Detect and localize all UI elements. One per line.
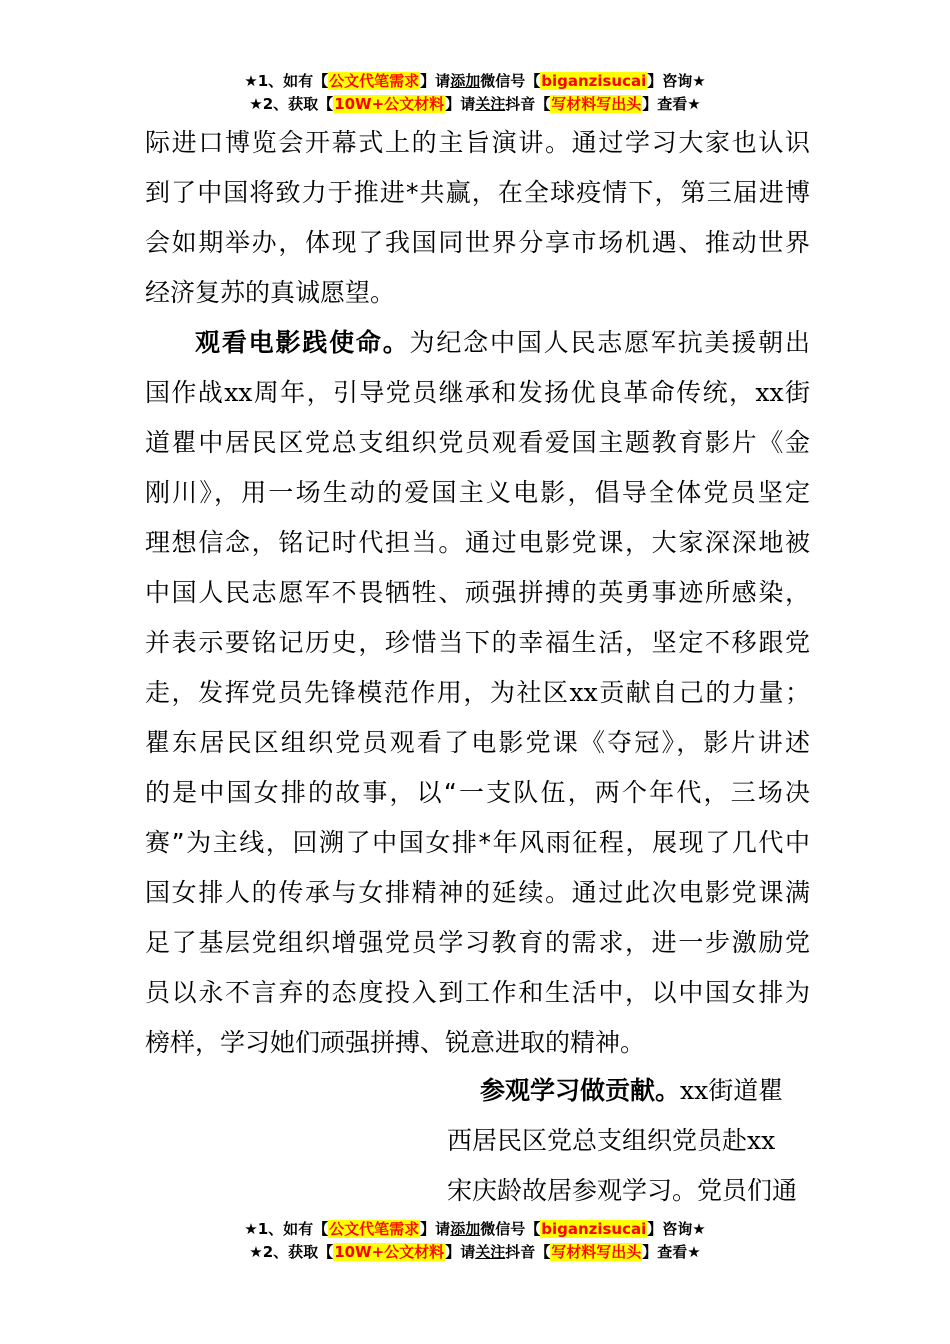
banner-text: 抖音【 [505, 95, 551, 113]
text-line: 中国人民志愿军不畏牺牲、顽强拼搏的英勇事迹所感染， [145, 578, 810, 607]
paragraph-visit-study [447, 1066, 807, 1216]
text-run: 周年，引导党员继承和发扬优良革命传统， [252, 378, 756, 407]
text-line [145, 668, 810, 718]
text-line: 道瞿中居民区党总支组织党员观看爱国主题教育影片《金 [145, 428, 810, 457]
text-run: 街道瞿 [708, 1076, 784, 1105]
text-run: 国作战 [145, 378, 225, 407]
banner-text: 】请 [420, 72, 451, 90]
text-line: 经济复苏的真诚愿望。 [145, 278, 396, 307]
text-run: 贡献自己的力量； [597, 678, 810, 707]
text-line: 的是中国女排的故事，以“一支队伍，两个年代，三场决 [145, 778, 810, 807]
banner-text: 】查看★ [642, 95, 701, 113]
text-line: 并表示要铭记历史，珍惜当下的幸福生活，坚定不移跟党 [145, 628, 810, 657]
placeholder-xx: xx [680, 1076, 709, 1105]
text-line: 足了基层党组织增强党员学习教育的需求，进一步激励党 [145, 928, 810, 957]
banner-underline: 添加 [450, 72, 481, 90]
banner-highlight: 公文代笔需求 [329, 72, 420, 90]
banner-text: 微信号【 [480, 1220, 541, 1238]
text-line: 赛”为主线，回溯了中国女排*年风雨征程，展现了几代中 [145, 828, 810, 857]
text-line: 际进口博览会开幕式上的主旨演讲。通过学习大家也认识 [145, 128, 810, 157]
placeholder-xx: xx [747, 1126, 776, 1155]
text-run: 街 [783, 378, 810, 407]
banner-highlight: 公文代笔需求 [329, 1220, 420, 1238]
text-line: 榜样，学习她们顽强拼搏、锐意进取的精神。 [145, 1028, 646, 1057]
banner-text: 】咨询★ [647, 1220, 706, 1238]
banner-highlight: 10W+公文材料 [334, 95, 445, 113]
text-line: 会如期举办，体现了我国同世界分享市场机遇、推动世界 [145, 228, 810, 257]
text-line: 宋庆龄故居参观学习。党员们通 [447, 1176, 798, 1205]
banner-text: 】请 [445, 1243, 476, 1261]
text-line: 国女排人的传承与女排精神的延续。通过此次电影党课满 [145, 878, 810, 907]
banner-text: ★2、获取【 [249, 95, 334, 113]
top-banner-line-2 [0, 93, 950, 116]
placeholder-xx: xx [755, 378, 784, 407]
section-heading: 参观学习做贡献。 [480, 1076, 681, 1105]
text-line [447, 1116, 807, 1166]
bottom-banner-line-1 [0, 1218, 950, 1241]
banner-underline: 关注 [475, 95, 506, 113]
banner-highlight: 10W+公文材料 [334, 1243, 445, 1261]
banner-text: 】咨询★ [647, 72, 706, 90]
text-line [447, 1066, 807, 1116]
bottom-banner-line-2 [0, 1241, 950, 1264]
text-run: 走，发挥党员先锋模范作用，为社区 [145, 678, 570, 707]
paragraph-expo-speech [145, 118, 810, 318]
banner-text: ★1、如有【 [244, 1220, 329, 1238]
banner-underline: 添加 [450, 1220, 481, 1238]
text-run: 为纪念中国人民志愿军抗美援朝出 [409, 328, 810, 357]
top-banner-line-1 [0, 70, 950, 93]
text-line: 员以永不言弃的态度投入到工作和生活中，以中国女排为 [145, 978, 810, 1007]
text-line [145, 368, 810, 418]
text-line: 理想信念，铭记时代担当。通过电影党课，大家深深地被 [145, 528, 810, 557]
banner-douyin-name: 写材料写出头 [551, 95, 642, 113]
banner-text: ★1、如有【 [244, 72, 329, 90]
section-heading: 观看电影践使命。 [195, 328, 410, 357]
banner-douyin-name: 写材料写出头 [551, 1243, 642, 1261]
placeholder-xx: xx [224, 378, 253, 407]
banner-wechat-id: biganzisucai [541, 72, 647, 90]
banner-text: ★2、获取【 [249, 1243, 334, 1261]
placeholder-xx: xx [569, 678, 598, 707]
banner-underline: 关注 [475, 1243, 506, 1261]
banner-text: 】请 [445, 95, 476, 113]
banner-wechat-id: biganzisucai [541, 1220, 647, 1238]
text-line: 刚川》，用一场生动的爱国主义电影，倡导全体党员坚定 [145, 478, 810, 507]
banner-text: 】请 [420, 1220, 451, 1238]
banner-text: 】查看★ [642, 1243, 701, 1261]
text-run: 西居民区党总支组织党员赴 [447, 1126, 748, 1155]
text-line: 到了中国将致力于推进*共赢，在全球疫情下，第三届进博 [145, 178, 810, 207]
paragraph-watch-film [145, 318, 810, 1068]
banner-text: 抖音【 [505, 1243, 551, 1261]
text-line: 瞿东居民区组织党员观看了电影党课《夺冠》，影片讲述 [145, 728, 810, 757]
text-line [145, 318, 810, 368]
banner-text: 微信号【 [480, 72, 541, 90]
